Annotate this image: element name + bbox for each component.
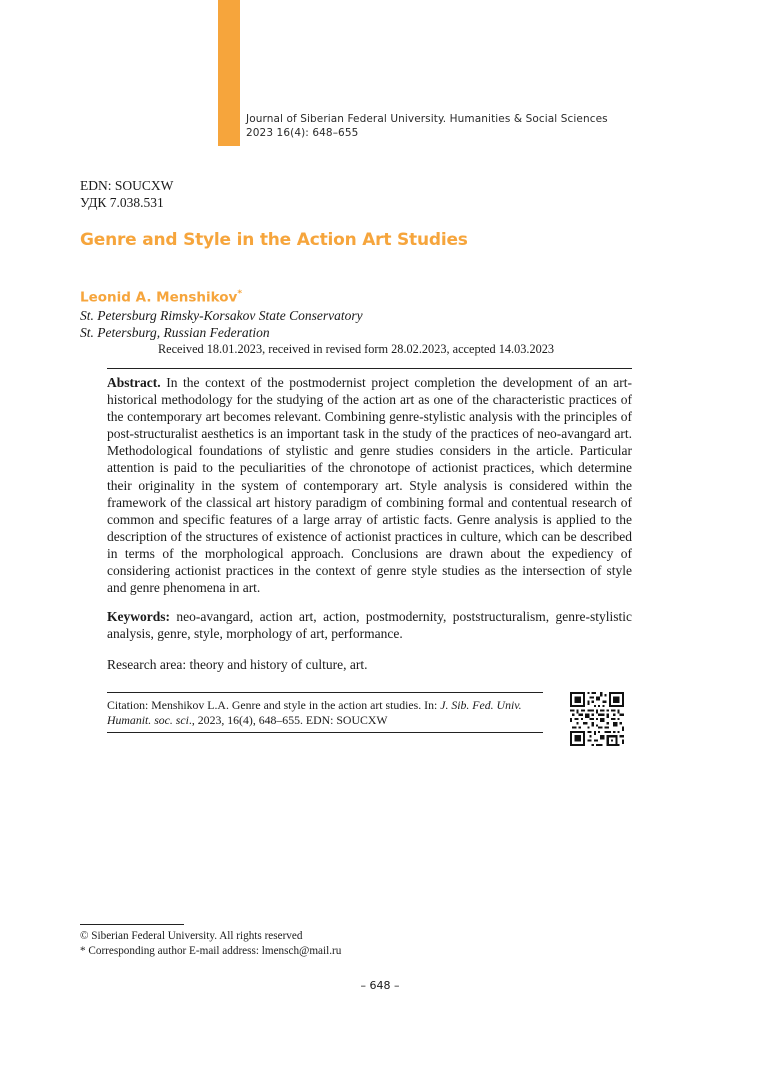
abstract-top-rule bbox=[107, 368, 632, 369]
qr-code-icon bbox=[570, 692, 624, 746]
abstract-label: Abstract. bbox=[107, 375, 161, 390]
journal-header bbox=[246, 112, 608, 140]
citation-journal: J. Sib. Fed. Univ. Humanit. soc. sci bbox=[107, 698, 522, 727]
article-title: Genre and Style in the Action Art Studies bbox=[80, 230, 468, 250]
author-name: Leonid A. Menshikov bbox=[80, 289, 238, 306]
udk-code: УДК 7.038.531 bbox=[80, 195, 164, 210]
footnotes bbox=[80, 929, 341, 959]
edn-code: EDN: SOUCXW bbox=[80, 178, 174, 193]
author-affiliation: St. Petersburg Rimsky-Korsakov State Conservatory bbox=[80, 308, 363, 323]
journal-issue: 2023 16(4): 648–655 bbox=[246, 127, 359, 139]
research-area: Research area: theory and history of culture, art. bbox=[107, 657, 368, 672]
article-identifiers bbox=[80, 177, 173, 211]
abstract bbox=[107, 374, 632, 596]
page-number: – 648 – bbox=[360, 979, 400, 992]
received-dates: Received 18.01.2023, received in revised form 28.02.2023, accepted 14.03.2023 bbox=[157, 342, 555, 356]
citation-prefix: Citation: Menshikov L.A. Genre and style in the action art studies. In: bbox=[107, 698, 441, 712]
author-affiliation-block bbox=[80, 290, 363, 341]
keywords-text: neo-avangard, action art, action, postmodernity, poststructuralism, genre-stylistic analysis, genre, style, morphology of art, performance. bbox=[107, 609, 633, 642]
author-footnote-mark: * bbox=[237, 289, 243, 299]
copyright-note: © Siberian Federal University. All rights reserved bbox=[80, 930, 303, 942]
citation-box bbox=[107, 692, 543, 733]
corresponding-author-note: * Corresponding author E-mail address: lmensch@mail.ru bbox=[80, 945, 342, 957]
journal-name: Journal of Siberian Federal University. Humanities & Social Sciences bbox=[246, 113, 608, 125]
keywords-label: Keywords: bbox=[107, 609, 170, 624]
citation-suffix: ., 2023, 16(4), 648–655. EDN: SOUCXW bbox=[188, 713, 388, 727]
keywords bbox=[107, 608, 632, 642]
footnote-rule bbox=[80, 924, 184, 925]
journal-accent-bar bbox=[218, 0, 240, 146]
abstract-text: In the context of the postmodernist project completion the development of an art-historical methodology for the studying of the action art as one of the characteristic practices of the contemporary art becomes relevant. Combining genre-stylistic analysis with the principles of post-structuralist aesthetics is an important task in the study of the practices of neo-avangard art. Methodological foundations of stylistic and genre studies considers in the article. Particular attention is paid to the peculiarities of the chronotope of actionist practices, which determine their originality in the system of contemporary art. Style analysis is considered within the framework of the classical art history paradigm of combining formal and contentual research of common and specific features of a large array of artistic facts. Genre analysis is applied to the description of the structures of existence of actionist practices in culture, which can be described in terms of the morphological approach. Conclusions are drawn about the expediency of considering actionist practices in the context of genre style studies as the intersection of style and genre phenomena in art. bbox=[107, 375, 632, 596]
author-location: St. Petersburg, Russian Federation bbox=[80, 325, 270, 340]
